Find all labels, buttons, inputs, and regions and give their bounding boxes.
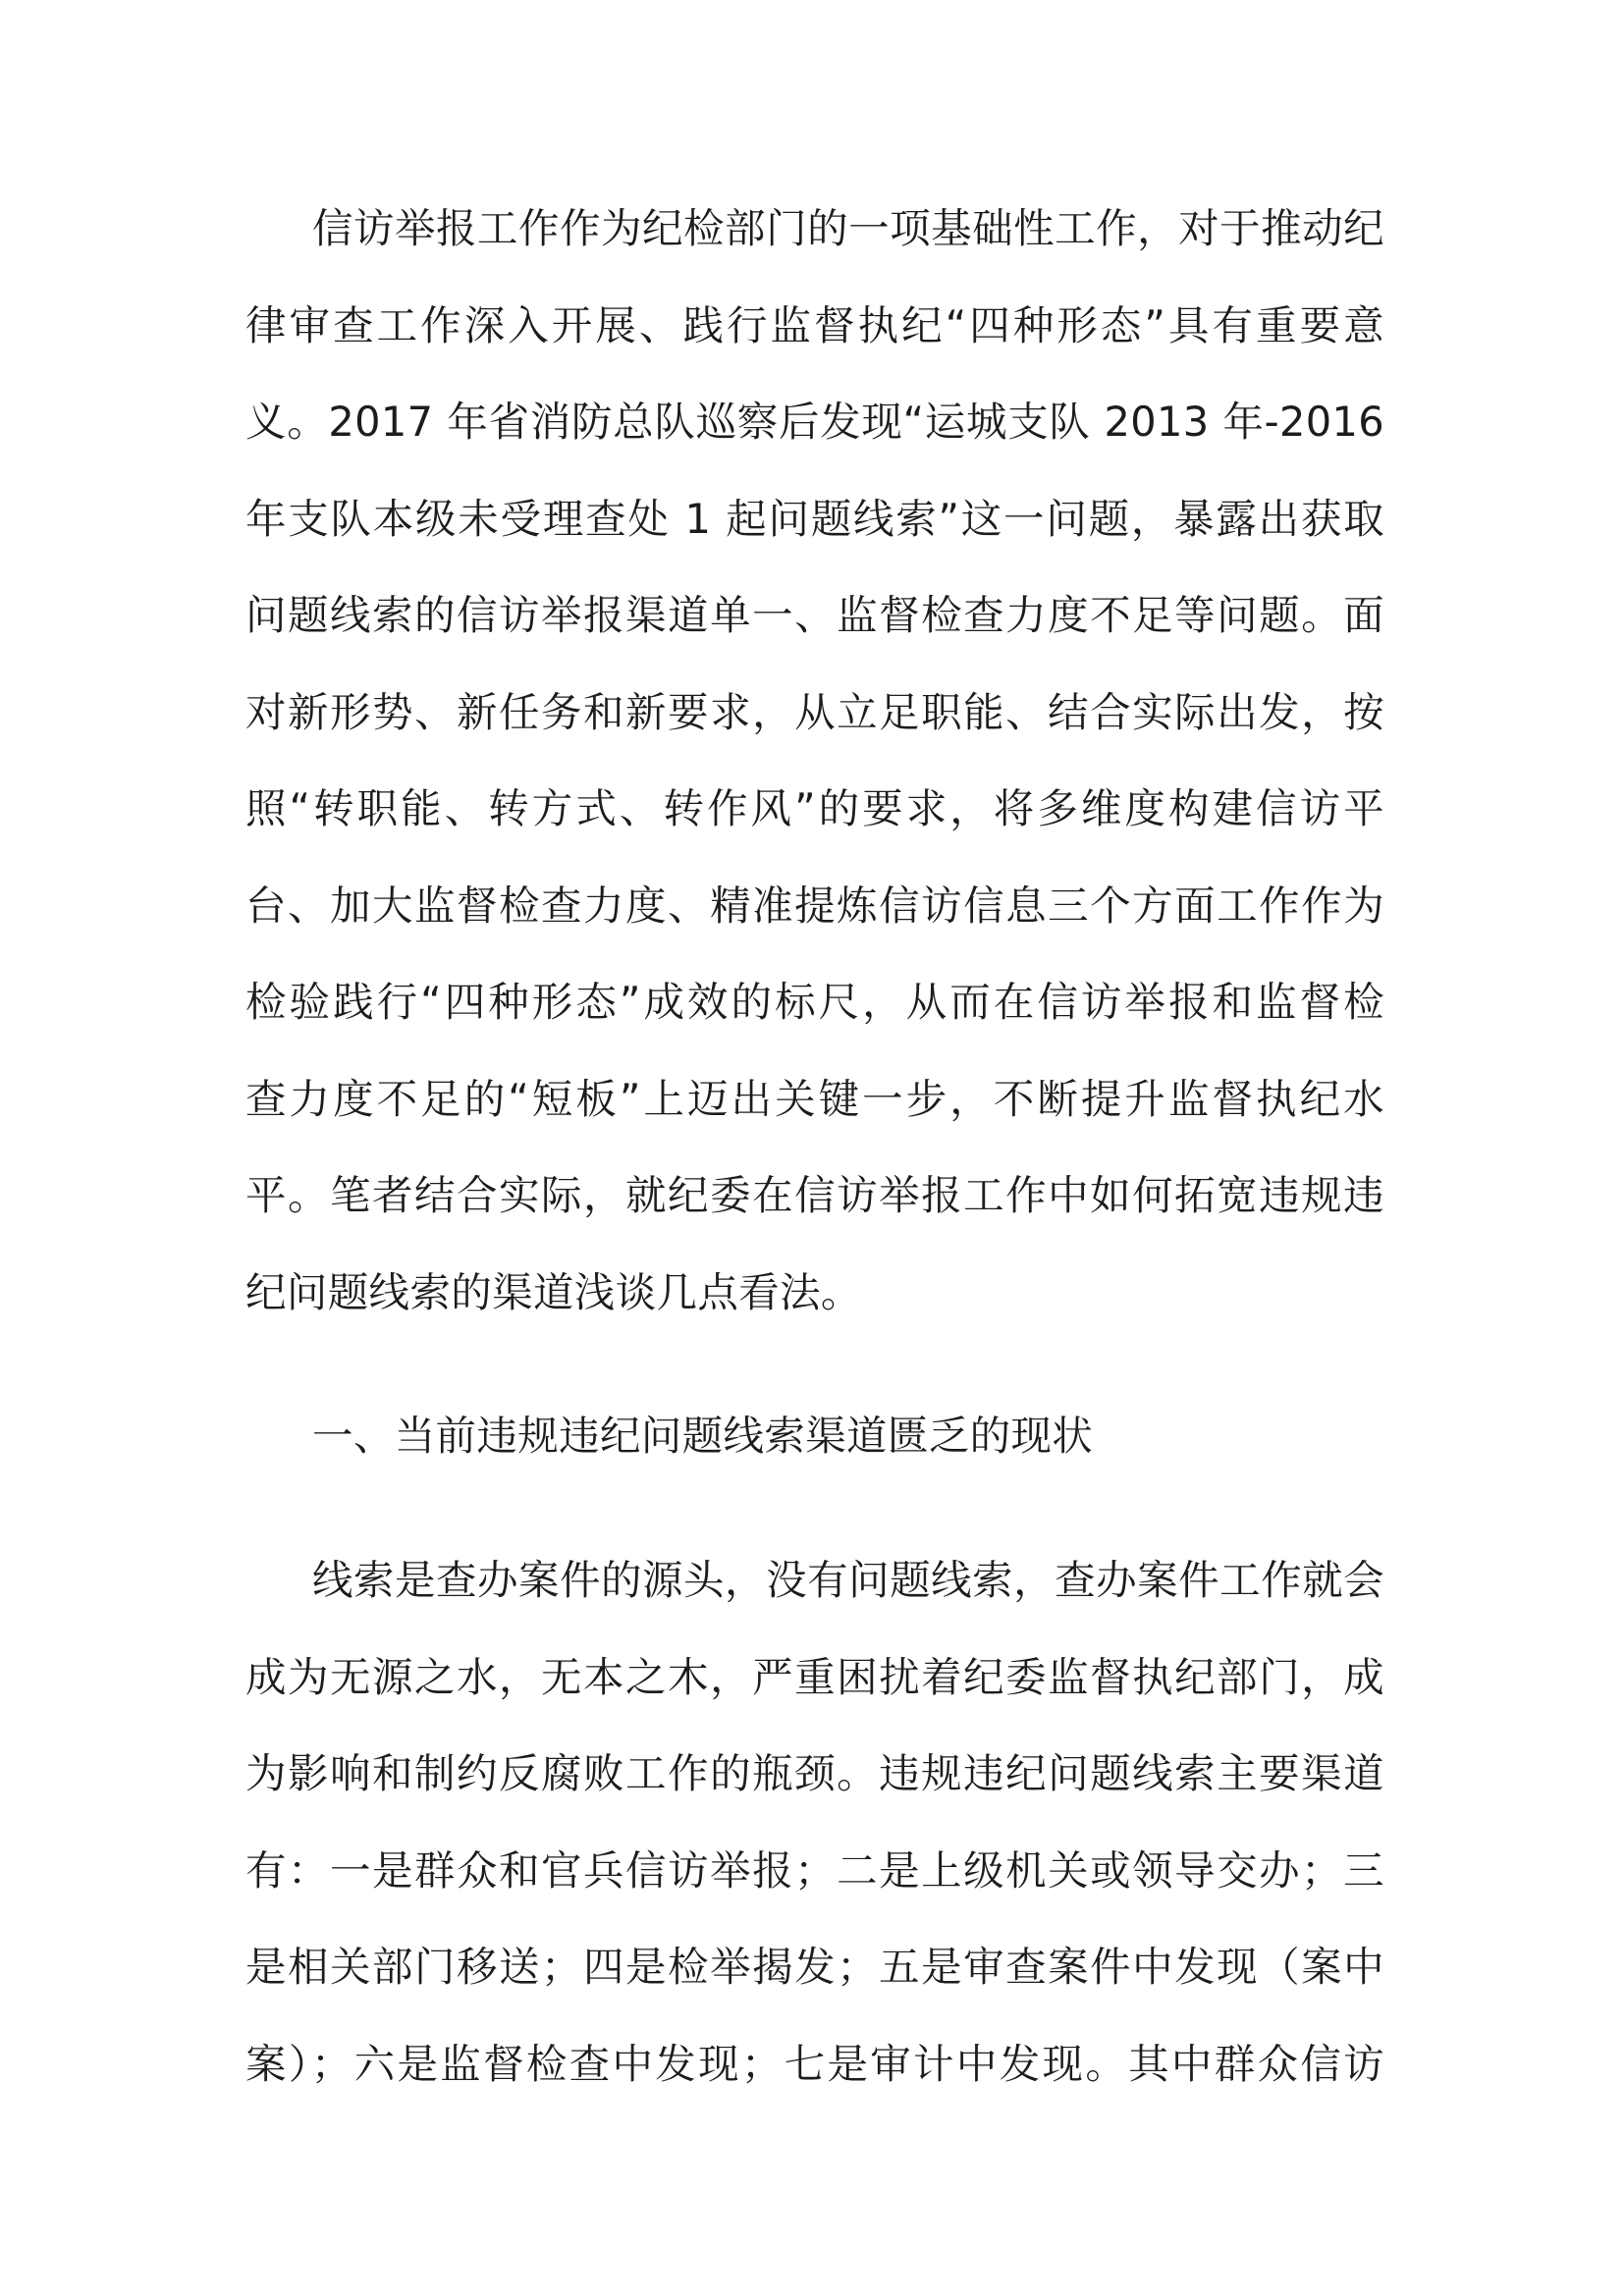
text-line: 线索是查办案件的源头，没有问题线索，查办案件工作就会 [312,1556,1384,1604]
text-line: 纪问题线索的渠道浅谈几点看法。 [245,1267,862,1316]
section-heading [245,1388,1384,1485]
text-line: 平。笔者结合实际，就纪委在信访举报工作中如何拓宽违规违 [245,1171,1384,1219]
text-line: 照“转职能、转方式、转作风”的要求，将多维度构建信访平 [245,784,1384,832]
text-line: 律审查工作深入开展、践行监督执纪“四种形态”具有重要意 [245,300,1384,349]
heading-text: 一、当前违规违纪问题线索渠道匮乏的现状 [312,1412,1094,1460]
text-line: 对新形势、新任务和新要求，从立足职能、结合实际出发，按 [245,687,1384,736]
text-line: 为影响和制约反腐败工作的瓶颈。违规违纪问题线索主要渠道 [245,1749,1384,1797]
text-line: 义。2017 年省消防总队巡察后发现“运城支队 2013 年-2016 [245,398,1384,446]
text-line: 问题线索的信访举报渠道单一、监督检查力度不足等问题。面 [245,591,1384,639]
text-line: 信访举报工作作为纪检部门的一项基础性工作，对于推动纪 [312,204,1384,252]
text-line: 台、加大监督检查力度、精准提炼信访信息三个方面工作作为 [245,881,1384,930]
text-line: 是相关部门移送；四是检举揭发；五是审查案件中发现（案中 [245,1943,1384,1991]
text-line: 查力度不足的“短板”上迈出关键一步，不断提升监督执纪水 [245,1074,1384,1123]
text-line: 检验践行“四种形态”成效的标尺，从而在信访举报和监督检 [245,978,1384,1026]
text-line: 有：一是群众和官兵信访举报；二是上级机关或领导交办；三 [245,1845,1384,1895]
paragraph-section-1 [245,1532,1384,2112]
paragraph-intro [245,181,1384,1341]
text-line: 成为无源之水，无本之木，严重困扰着纪委监督执纪部门，成 [245,1652,1384,1701]
text-line: 年支队本级未受理查处 1 起问题线索”这一问题，暴露出获取 [245,494,1384,543]
text-line: 案）；六是监督检查中发现；七是审计中发现。其中群众信访 [245,2039,1384,2088]
